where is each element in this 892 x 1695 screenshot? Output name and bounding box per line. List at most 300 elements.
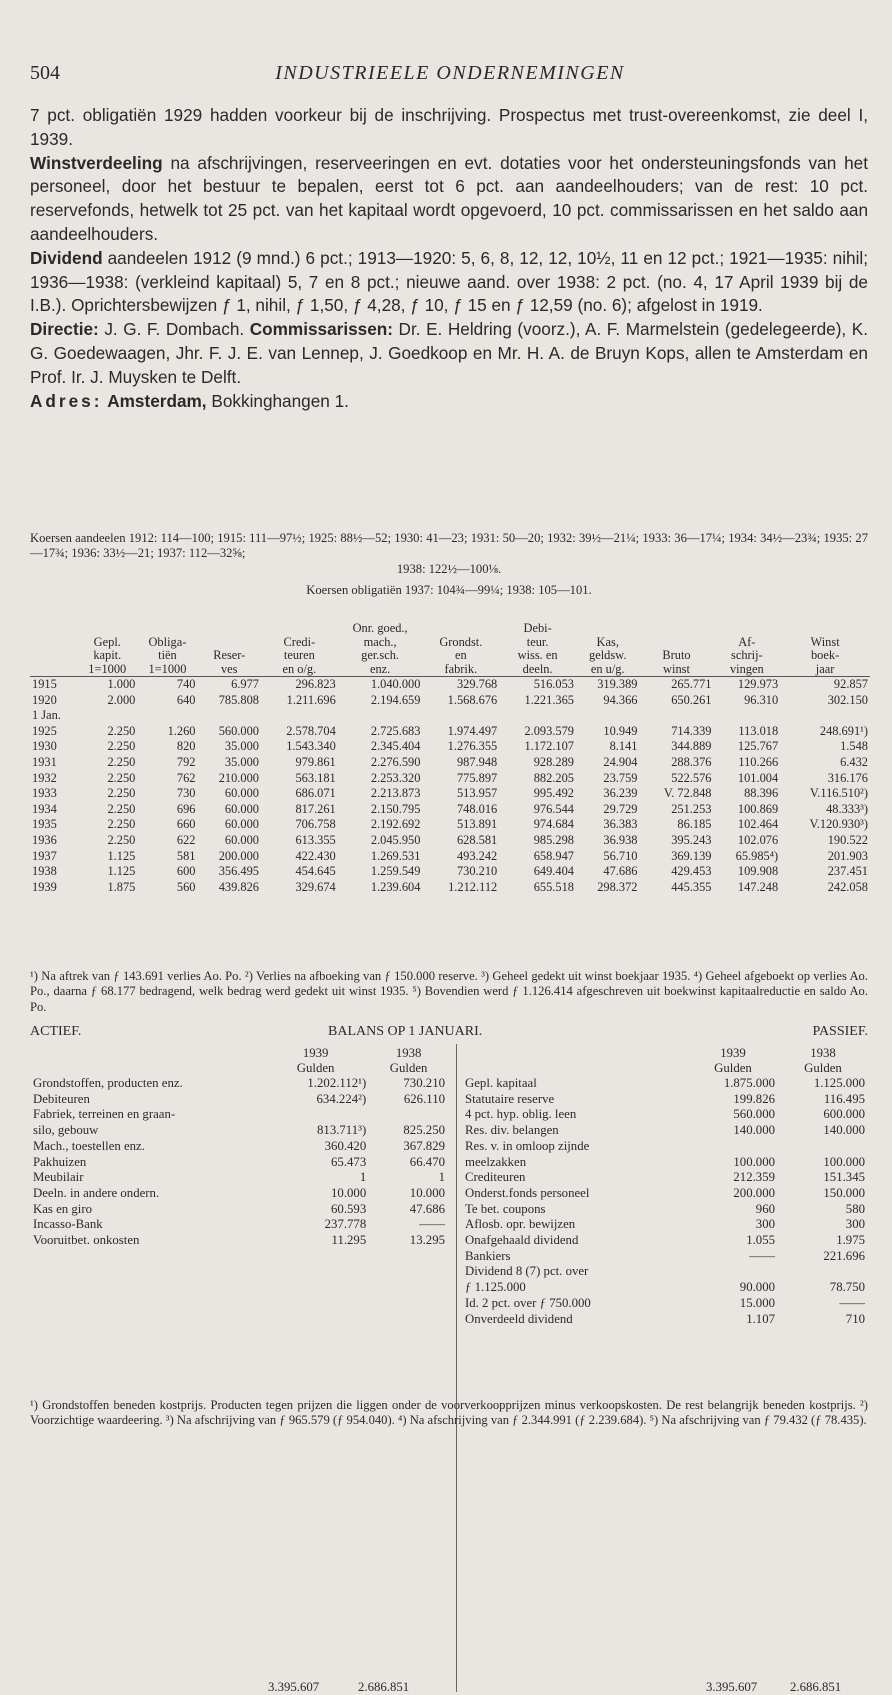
header-spacer	[30, 636, 77, 650]
column-divider	[456, 1044, 457, 1692]
column-header: 1=1000	[137, 663, 197, 677]
passief-item-value: 150.000	[823, 1185, 865, 1200]
table-cell: 2.345.404	[370, 739, 421, 754]
column-header: Obliga-	[148, 634, 187, 649]
table-cell	[639, 708, 713, 724]
actief-item-label: silo, gebouw	[33, 1123, 99, 1138]
table-cell: 1.548	[840, 739, 868, 754]
table-cell: 1.172.107	[524, 739, 574, 754]
passief-item-value	[688, 1264, 778, 1280]
table-cell: 785.808	[218, 692, 259, 707]
passief-item-value: 100.000	[733, 1154, 775, 1169]
column-header: ger.sch.	[361, 648, 400, 662]
passief-item-value	[778, 1264, 868, 1280]
column-header	[137, 622, 197, 636]
actief-item-value: ——	[419, 1217, 445, 1232]
table-cell: 628.581	[456, 832, 498, 847]
table-cell: 48.333³)	[826, 801, 868, 816]
table-cell: 1.125	[107, 848, 136, 863]
label-dividend: Dividend	[30, 247, 103, 268]
table-cell: 29.729	[603, 801, 638, 816]
table-cell: 1.568.676	[447, 692, 498, 707]
passief-row	[462, 1139, 868, 1155]
table-cell: 706.758	[295, 817, 336, 832]
table-cell: 2.250	[107, 723, 136, 738]
passief-item-label: Onverdeeld dividend	[465, 1311, 573, 1326]
passief-item-label: Id. 2 pct. over ƒ 750.000	[465, 1295, 591, 1310]
address-city: Amsterdam,	[107, 390, 207, 411]
table-row	[30, 802, 870, 818]
table-cell: 1.221.365	[524, 692, 574, 707]
table-cell: 445.355	[671, 879, 712, 894]
table-cell: 429.453	[671, 864, 712, 879]
table-cell: 792	[176, 754, 196, 769]
table-cell: 1934	[32, 801, 57, 816]
column-header: mach.,	[363, 634, 397, 649]
actief-item-value: 10.000	[409, 1185, 445, 1200]
column-header: Grondst.	[439, 634, 483, 649]
table-cell: 622	[176, 832, 196, 847]
column-header: tiën	[158, 648, 177, 662]
table-cell	[576, 708, 639, 724]
passief-item-label: Dividend 8 (7) pct. over	[465, 1264, 589, 1279]
actief-item-value: 60.593	[331, 1201, 367, 1216]
passief-item-label: Crediteuren	[465, 1170, 526, 1185]
table-cell: 1.239.604	[370, 879, 421, 894]
passief-row	[462, 1296, 868, 1312]
column-header: teur.	[526, 634, 549, 649]
passief-item-value: 90.000	[739, 1280, 775, 1295]
actief-row	[30, 1186, 448, 1202]
table-cell: 1 Jan.	[32, 708, 61, 723]
passief-item-value: ——	[749, 1248, 775, 1263]
passief-item-value: 221.696	[823, 1248, 865, 1263]
passief-row	[462, 1123, 868, 1139]
table-cell	[198, 708, 261, 724]
table-cell: 1.000	[107, 677, 136, 691]
running-title: INDUSTRIEELE ONDERNEMINGEN	[275, 62, 625, 84]
table-row	[30, 786, 870, 802]
table-cell: 1.259.549	[370, 864, 421, 879]
passief-item-value: 560.000	[733, 1107, 775, 1122]
table-cell: 35.000	[224, 739, 259, 754]
passief-item-value: 1.875.000	[723, 1076, 775, 1090]
table-cell: 762	[176, 770, 196, 785]
table-cell: 36.239	[603, 786, 638, 801]
price-quotes	[30, 531, 868, 599]
table-cell: 1.875	[107, 879, 136, 894]
passief-row	[462, 1217, 868, 1233]
table-cell: 2.093.579	[524, 723, 574, 738]
table-cell: 1.212.112	[448, 879, 498, 894]
actief-item-label: Grondstoffen, producten enz.	[33, 1076, 183, 1090]
table-cell: 748.016	[456, 801, 498, 816]
balance-heading	[30, 1024, 868, 1044]
passief-item-label: Gepl. kapitaal	[465, 1076, 537, 1090]
table-cell: V.116.510²)	[809, 786, 868, 801]
column-header	[77, 622, 137, 636]
table-cell: 2.150.795	[370, 801, 421, 816]
column-header: boek-	[810, 648, 840, 662]
column-header: en	[454, 648, 467, 662]
table-cell: 2.250	[107, 770, 136, 785]
table-cell: 190.522	[827, 832, 868, 847]
table-row	[30, 817, 870, 833]
table-cell: 298.372	[597, 879, 638, 894]
actief-item-value: 66.470	[409, 1154, 445, 1169]
table-cell: 730.210	[456, 864, 498, 879]
company-description	[30, 104, 868, 413]
actief-item-label: Vooruitbet. onkosten	[33, 1233, 140, 1248]
passief-item-value: 212.359	[733, 1170, 775, 1185]
column-header: Gepl.	[93, 634, 121, 649]
text-directie: J. G. F. Dombach.	[98, 319, 250, 340]
table-cell: 288.376	[671, 754, 712, 769]
passief-row	[462, 1186, 868, 1202]
table-cell: 563.181	[295, 770, 336, 785]
passief-row	[462, 1280, 868, 1296]
passief-item-value: 78.750	[829, 1280, 865, 1295]
table-row	[30, 849, 870, 865]
table-cell: 2.045.950	[370, 832, 421, 847]
actief-item-label: Fabriek, terreinen en graan-	[33, 1107, 176, 1122]
table-cell: 522.576	[671, 770, 712, 785]
table-cell: 1939	[32, 879, 57, 894]
column-header: en u/g.	[576, 663, 639, 677]
table-row	[30, 864, 870, 880]
table-cell: 1937	[32, 848, 57, 863]
table-row	[30, 724, 870, 740]
actief-year-1938: 1938	[395, 1046, 422, 1060]
column-header: Kas,	[596, 634, 619, 649]
column-header: en o/g.	[261, 663, 338, 677]
actief-item-value: 367.829	[403, 1138, 445, 1153]
table-cell: 109.908	[737, 864, 779, 879]
table-cell: 96.310	[744, 692, 779, 707]
table-cell: 60.000	[224, 817, 259, 832]
table-cell: 2.250	[107, 786, 136, 801]
column-header: ves	[198, 663, 261, 677]
actief-item-value: 11.295	[331, 1233, 367, 1248]
column-header	[713, 622, 780, 636]
passief-item-label: 4 pct. hyp. oblig. leen	[465, 1107, 577, 1122]
table-cell: 200.000	[218, 848, 259, 863]
table-cell: 2.194.659	[370, 692, 421, 707]
address-street: Bokkinghangen 1.	[206, 390, 349, 411]
table-cell: 2.250	[107, 739, 136, 754]
label-winstverdeeling: Winstverdeeling	[30, 152, 163, 173]
column-header	[198, 622, 261, 636]
table-row	[30, 771, 870, 787]
column-header	[639, 636, 713, 650]
table-row	[30, 833, 870, 849]
table-cell: 2.250	[107, 754, 136, 769]
actief-item-value: 634.224²)	[316, 1091, 367, 1106]
passief-item-label: Onderst.fonds personeel	[465, 1185, 590, 1200]
table-cell: 1931	[32, 754, 57, 769]
table-cell: 356.495	[218, 864, 259, 879]
table-cell: 1920	[32, 692, 57, 707]
table-row	[30, 693, 870, 709]
actief-item-label: Kas en giro	[33, 1201, 92, 1216]
table-cell: 60.000	[224, 801, 259, 816]
table-cell: 928.289	[533, 754, 574, 769]
passief-row	[462, 1264, 868, 1280]
table-cell: 686.071	[295, 786, 336, 801]
table-cell	[422, 708, 499, 724]
table-cell: 35.000	[224, 754, 259, 769]
paragraph-dividend	[30, 247, 868, 318]
table-cell: 560.000	[218, 723, 259, 738]
table-cell: 36.383	[603, 817, 638, 832]
table-cell: 454.645	[295, 864, 336, 879]
table-cell: 395.243	[671, 832, 712, 847]
passief-item-value: 1.055	[746, 1233, 775, 1248]
table-cell: 113.018	[738, 723, 779, 738]
table-cell: 740	[176, 677, 196, 691]
table-cell: 60.000	[224, 832, 259, 847]
passief-item-value: ——	[839, 1295, 865, 1310]
passief-row	[462, 1312, 868, 1328]
table-cell: 6.432	[840, 754, 868, 769]
table-cell: 1.269.531	[370, 848, 421, 863]
table-cell: 1.125	[107, 864, 136, 879]
table-cell: 329.768	[456, 677, 498, 691]
passief-item-value: 1.975	[836, 1233, 865, 1248]
column-header: wiss. en	[517, 648, 558, 662]
table-cell: 147.248	[737, 879, 779, 894]
table-row	[30, 677, 870, 693]
table-cell: 422.430	[295, 848, 336, 863]
passief-row	[462, 1107, 868, 1123]
actief-unit-1: Gulden	[296, 1061, 335, 1075]
table-cell: 251.253	[671, 801, 712, 816]
table-cell: 516.053	[533, 677, 574, 691]
table-cell: 613.355	[295, 832, 336, 847]
bond-prices: Koersen obligatiën 1937: 104¾—99¼; 1938: 105—101.	[306, 583, 592, 598]
table-cell	[137, 708, 197, 724]
share-prices: Koersen aandeelen 1912: 114—100; 1915: 111—97½; 1925: 88½—52; 1930: 41—23; 1931: 50—20; 1932: 39½—21¼; 1933: 36—17¼; 1934: 34½—23¾; 1935: 27—17¾; 1936: 33½—21; 1937: 112—32⅝;	[30, 531, 868, 561]
label-commissarissen: Commissarissen:	[249, 319, 394, 340]
table-cell: 24.904	[603, 754, 638, 769]
table-cell: 581	[176, 848, 196, 863]
actief-item-label: Pakhuizen	[33, 1154, 87, 1169]
column-header: Af-	[738, 634, 756, 649]
passief-item-label: Bankiers	[465, 1248, 511, 1263]
balance-footnotes: ¹) Grondstoffen beneden kostprijs. Producten tegen prijzen die liggen onder de voorverkoopprijzen minus verkoopskosten. De rest belangrijk beneden kostprijs. ²) Voorzichtige waardeering. ³) Na afschrijving van ƒ 965.579 (ƒ 954.040). ⁴) Na afschrijving van ƒ 2.344.991 (ƒ 2.239.684). ⁵) Na afschrijving van ƒ 79.432 (ƒ 78.435).	[30, 1398, 868, 1428]
table-cell: V. 72.848	[663, 786, 712, 801]
table-cell: 974.684	[533, 817, 574, 832]
table-cell: 129.973	[737, 677, 779, 691]
table-cell: 976.544	[533, 801, 574, 816]
table-cell: V.120.930³)	[809, 817, 868, 832]
table-cell: 319.389	[597, 677, 638, 691]
financial-history-table	[30, 622, 870, 895]
table-cell: 94.366	[603, 692, 638, 707]
table-cell: 47.686	[603, 864, 638, 879]
actief-item-value	[369, 1107, 448, 1123]
paragraph-obligations: 7 pct. obligatiën 1929 hadden voorkeur bij de inschrijving. Prospectus met trust-overeenkomst, zie deel I, 1939.	[30, 105, 868, 149]
actief-year-1939: 1939	[302, 1046, 329, 1060]
header-spacer	[30, 622, 77, 636]
table-cell: 23.759	[603, 770, 638, 785]
actief-row	[30, 1107, 448, 1123]
actief-row	[30, 1233, 448, 1249]
passief-item-label: ƒ 1.125.000	[465, 1280, 526, 1295]
table-cell: 6.977	[231, 677, 259, 691]
actief-item-value: 825.250	[403, 1123, 445, 1138]
actief-row	[30, 1217, 448, 1233]
table-cell: 1936	[32, 832, 57, 847]
paragraph-address	[30, 390, 868, 414]
passief-item-value: 1.125.000	[813, 1076, 865, 1090]
table-cell: 1.543.340	[286, 739, 336, 754]
actief-row	[30, 1076, 448, 1092]
column-header: teuren	[283, 648, 315, 662]
paragraph-management	[30, 318, 868, 389]
table-cell: 92.857	[833, 677, 868, 691]
table-cell: 316.176	[827, 770, 868, 785]
passief-item-value: 100.000	[823, 1154, 865, 1169]
table-cell: 882.205	[533, 770, 574, 785]
table-cell: 985.298	[533, 832, 574, 847]
table-cell: 1.974.497	[447, 723, 498, 738]
passief-row	[462, 1233, 868, 1249]
table-cell	[261, 708, 338, 724]
passief-item-label: Aflosb. opr. bewijzen	[465, 1217, 576, 1232]
passief-row	[462, 1249, 868, 1265]
table-cell	[338, 708, 423, 724]
paragraph-profit-distribution	[30, 152, 868, 247]
table-cell: 560	[176, 879, 196, 894]
actief-item-value: 360.420	[324, 1138, 367, 1153]
passief-year-1939: 1939	[720, 1046, 746, 1060]
passief-item-value: 15.000	[739, 1295, 775, 1310]
column-header: geldsw.	[589, 648, 627, 662]
page-header	[30, 62, 870, 88]
actief-total-1939: 3.395.607	[268, 1680, 320, 1694]
passief-row	[462, 1092, 868, 1108]
column-header: Debi-	[523, 621, 552, 635]
table-cell: 125.767	[737, 739, 779, 754]
table-cell: 995.492	[533, 786, 574, 801]
share-prices-cont: 1938: 122½—100⅛.	[396, 561, 502, 576]
table-cell: 56.710	[603, 848, 638, 863]
table-row	[30, 880, 870, 896]
table-cell	[780, 708, 870, 724]
actief-item-value: 65.473	[331, 1154, 367, 1169]
table-cell	[499, 708, 576, 724]
column-header: Bruto	[662, 648, 691, 662]
passief-row	[462, 1170, 868, 1186]
table-cell: 817.261	[295, 801, 336, 816]
table-cell: 1.260	[167, 723, 196, 738]
passief-table	[462, 1046, 868, 1327]
actief-item-value: 730.210	[403, 1076, 445, 1090]
actief-total-1938: 2.686.851	[358, 1680, 410, 1694]
actief-item-value: 47.686	[409, 1201, 445, 1216]
table-cell: 369.139	[671, 848, 712, 863]
table-footnotes: ¹) Na aftrek van ƒ 143.691 verlies Ao. Po. ²) Verlies na afboeking van ƒ 150.000 reserve. ³) Geheel gedekt uit winst boekjaar 1935. ⁴) Geheel afgeboekt op verlies Ao. Po., daarna ƒ 68.177 bedragend, welk bedrag werd gedekt uit winst 1935. ⁵) Bovendien werd ƒ 1.126.414 afgeschreven uit boekwinst kapitaalreductie en saldo Ao. Po.	[30, 969, 868, 1014]
actief-label: ACTIEF.	[30, 1024, 82, 1039]
table-cell: 100.869	[737, 801, 779, 816]
table-cell: 775.897	[456, 770, 498, 785]
column-header: Credi-	[283, 634, 316, 649]
passief-label: PASSIEF.	[812, 1024, 868, 1039]
table-cell: 1938	[32, 864, 57, 879]
passief-item-value: 116.495	[823, 1091, 865, 1106]
table-cell: 730	[176, 786, 196, 801]
table-cell: 1.276.355	[447, 739, 498, 754]
passief-unit-1: Gulden	[714, 1061, 752, 1075]
column-header	[576, 622, 639, 636]
passief-item-label: Res. div. belangen	[465, 1123, 559, 1138]
table-cell: 8.141	[609, 739, 638, 754]
actief-item-value: 813.711³)	[317, 1123, 367, 1138]
table-cell: 987.948	[456, 754, 498, 769]
column-header	[198, 636, 261, 650]
table-cell: 102.464	[737, 817, 779, 832]
header-spacer	[30, 663, 77, 677]
table-cell: 101.004	[737, 770, 779, 785]
actief-item-label: Meubilair	[33, 1170, 84, 1185]
actief-row	[30, 1155, 448, 1171]
table-cell: 1915	[32, 677, 57, 691]
column-header: enz.	[338, 663, 423, 677]
table-cell: 88.396	[744, 786, 779, 801]
table-cell: 1935	[32, 817, 57, 832]
actief-item-label: Debiteuren	[33, 1091, 90, 1106]
table-cell: 2.192.692	[370, 817, 421, 832]
column-header: Winst	[810, 634, 840, 649]
actief-row	[30, 1139, 448, 1155]
passief-item-value: 300	[845, 1217, 865, 1232]
text-commissarissen: Dr. E. Heldring (voorz.), A. F. Marmelstein (gedelegeerde), K. G. Goedewaagen, Jhr. F. J. E. van Lennep, J. Goedkoop en Mr. H. A. de Bruyn Kops, allen te Amsterdam en Prof. Ir. J. Muysken te Delft.	[30, 319, 868, 387]
actief-row	[30, 1170, 448, 1186]
passief-year-1938: 1938	[810, 1046, 836, 1060]
actief-item-value: 626.110	[403, 1091, 445, 1106]
label-adres: Adres:	[30, 390, 103, 411]
table-cell: 302.150	[827, 692, 868, 707]
passief-item-value: 200.000	[733, 1185, 775, 1200]
actief-row	[30, 1092, 448, 1108]
table-cell: 2.276.590	[370, 754, 421, 769]
passief-item-value: 580	[845, 1201, 865, 1216]
column-header	[780, 622, 870, 636]
table-cell: 2.250	[107, 801, 136, 816]
actief-unit-2: Gulden	[389, 1061, 428, 1075]
table-cell	[713, 708, 780, 724]
passief-item-value: 140.000	[733, 1123, 775, 1138]
table-cell: 344.889	[671, 739, 712, 754]
passief-item-label: Statutaire reserve	[465, 1091, 555, 1106]
column-header: fabrik.	[422, 663, 499, 677]
passief-item-label: Te bet. coupons	[465, 1201, 546, 1216]
passief-item-value: 960	[755, 1201, 775, 1216]
table-cell: 2.213.873	[370, 786, 421, 801]
actief-item-label: Deeln. in andere ondern.	[33, 1185, 160, 1200]
passief-row	[462, 1155, 868, 1171]
table-cell: 658.947	[533, 848, 574, 863]
table-cell: 329.674	[295, 879, 336, 894]
label-directie: Directie:	[30, 319, 99, 340]
passief-item-label: Res. v. in omloop zijnde	[465, 1138, 590, 1153]
actief-item-value: 1	[438, 1170, 445, 1185]
passief-item-value: 1.107	[746, 1311, 775, 1326]
column-header: jaar	[780, 663, 870, 677]
balance-title: BALANS OP 1 JANUARI.	[328, 1024, 483, 1039]
table-cell: 102.076	[737, 832, 779, 847]
